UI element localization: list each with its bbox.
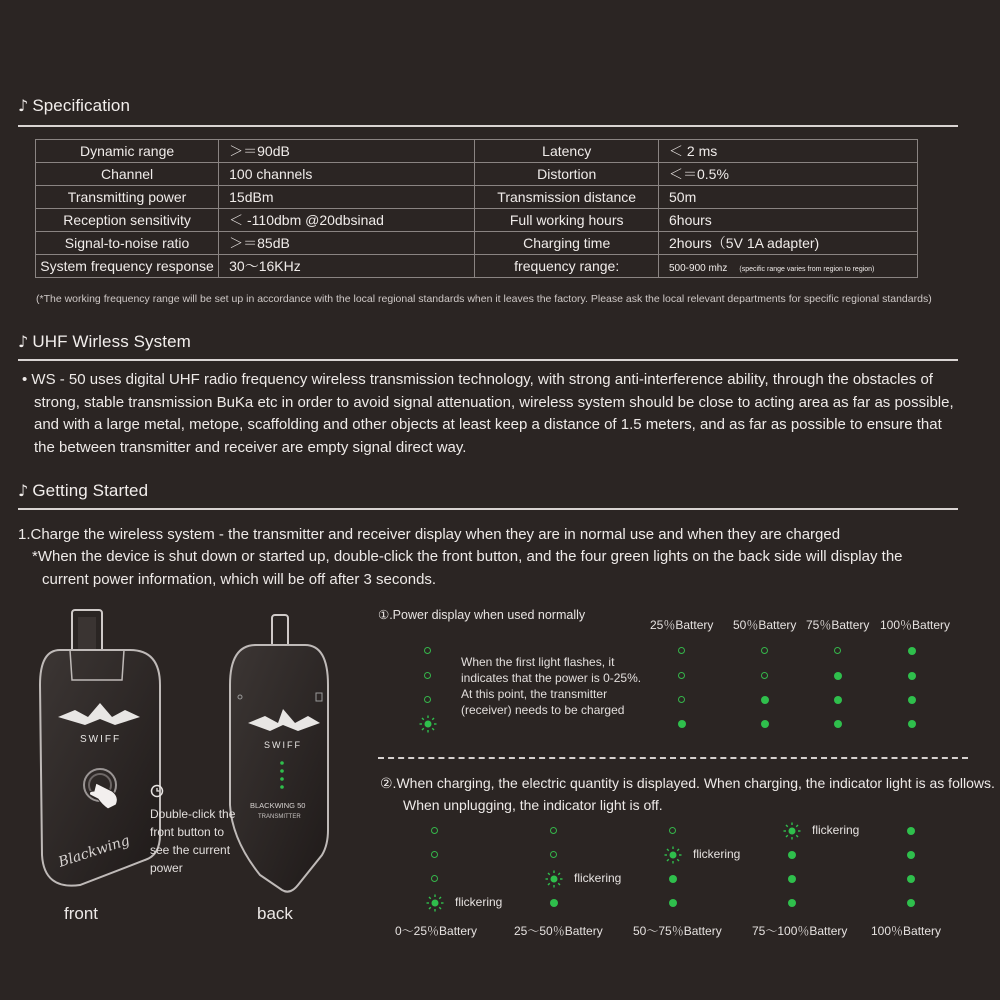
spec-value: 15dBm xyxy=(219,186,475,209)
spec-value: 100 channels xyxy=(219,163,475,186)
normal-display-title: ①.Power display when used normally xyxy=(378,608,586,622)
led-on-icon xyxy=(678,720,686,728)
spec-value: ＜ -110dbm @20dbsinad xyxy=(219,209,475,232)
led-on-icon xyxy=(669,875,677,883)
led-flicker-icon xyxy=(418,714,438,734)
spec-row xyxy=(36,209,918,232)
spec-label: Dynamic range xyxy=(36,140,219,163)
led-on-icon xyxy=(907,875,915,883)
spec-row xyxy=(36,255,918,278)
uhf-line: strong, stable transmission BuKa etc in order to avoid signal attenuation, wireless system should be close to acting area as far as possible, xyxy=(34,393,954,411)
led-off-icon xyxy=(431,851,438,858)
section-title-uhf: ♪ UHF Wirless System xyxy=(18,332,191,351)
spec-label: frequency range: xyxy=(475,255,659,278)
led-on-icon xyxy=(788,851,796,859)
led-on-icon xyxy=(761,720,769,728)
led-off-icon xyxy=(431,827,438,834)
spec-value: ＜＝0.5% xyxy=(659,163,918,186)
spec-value: 50m xyxy=(659,186,918,209)
led-flicker-icon xyxy=(544,869,564,889)
flicker-label: flickering xyxy=(455,895,503,909)
led-off-icon xyxy=(550,851,557,858)
led-on-icon xyxy=(834,720,842,728)
led-off-icon xyxy=(678,696,685,703)
dashed-divider xyxy=(378,757,968,759)
led-off-icon xyxy=(424,696,431,703)
charging-battery-label: 75～100％Battery xyxy=(752,924,848,938)
spec-table xyxy=(35,139,918,278)
led-on-icon xyxy=(908,647,916,655)
led-flicker-icon xyxy=(425,893,445,913)
led-on-icon xyxy=(908,672,916,680)
divider xyxy=(18,508,958,510)
model-text: BLACKWING 50 xyxy=(250,801,306,810)
led-on-icon xyxy=(834,696,842,704)
spec-row xyxy=(36,186,918,209)
led-off-icon xyxy=(761,647,768,654)
spec-label: Latency xyxy=(475,140,659,163)
led-on-icon xyxy=(834,672,842,680)
uhf-line: the between transmitter and receiver are empty signal direct way. xyxy=(34,438,467,456)
led-off-icon xyxy=(431,875,438,882)
led-off-icon xyxy=(761,672,768,679)
music-note-icon: ♪ xyxy=(18,96,29,115)
led-on-icon xyxy=(669,899,677,907)
divider xyxy=(18,125,958,127)
spec-value: ＜ 2 ms xyxy=(659,140,918,163)
led-on-icon xyxy=(761,696,769,704)
led-on-icon xyxy=(907,851,915,859)
front-label: front xyxy=(64,904,99,923)
spec-label: Reception sensitivity xyxy=(36,209,219,232)
script-logo-text: Blackwing xyxy=(56,832,132,871)
charging-display-title: ②.When charging, the electric quantity is displayed. When charging, the indicator light is as follows. xyxy=(380,775,995,791)
led-off-icon xyxy=(669,827,676,834)
front-brand-text: SWIFF xyxy=(80,734,122,745)
charging-battery-label: 25～50％Battery xyxy=(514,924,603,938)
spec-label: Transmitting power xyxy=(36,186,219,209)
uhf-line: • WS - 50 uses digital UHF radio frequency wireless transmission technology, with strong anti-interference ability, through the obstacles of xyxy=(22,371,933,388)
spec-label: System frequency response xyxy=(36,255,219,278)
back-brand-text: SWIFF xyxy=(264,740,302,750)
footnote: (*The working frequency range will be set up in accordance with the local regional standards when it leaves the factory. Please ask the local relevant departments for specific regional standards) xyxy=(36,293,932,305)
led-on-icon xyxy=(788,875,796,883)
led-off-icon xyxy=(424,647,431,654)
charging-battery-label: 50～75％Battery xyxy=(633,924,722,938)
led-on-icon xyxy=(907,827,915,835)
step-1-note-cont: current power information, which will be off after 3 seconds. xyxy=(42,571,437,588)
spec-label: Distortion xyxy=(475,163,659,186)
back-device xyxy=(230,615,328,892)
led-off-icon xyxy=(678,647,685,654)
spec-value: 6hours xyxy=(659,209,918,232)
section-title-getting-started: ♪ Getting Started xyxy=(18,481,149,500)
led-off-icon xyxy=(834,647,841,654)
divider xyxy=(18,359,958,361)
music-note-icon: ♪ xyxy=(18,332,29,351)
led-on-icon xyxy=(907,899,915,907)
spec-row xyxy=(36,232,918,255)
normal-note: When the first light flashes, it indicates that the power is 0-25%. At this point, the transmitter (receiver) needs to be charged xyxy=(461,655,642,717)
led-on-icon xyxy=(908,720,916,728)
led-off-icon xyxy=(424,672,431,679)
spec-label: Transmission distance xyxy=(475,186,659,209)
spec-label: Channel xyxy=(36,163,219,186)
spec-label: Charging time xyxy=(475,232,659,255)
spec-value: 30～16KHz xyxy=(219,255,475,278)
clock-icon xyxy=(150,784,164,798)
spec-label: Signal-to-noise ratio xyxy=(36,232,219,255)
charging-battery-label: 100％Battery xyxy=(871,924,942,938)
flicker-label: flickering xyxy=(574,871,622,885)
uhf-line: and with a large metal, metope, scaffolding and other objects at least keep a distance of 1.5 meters, and as far as possible to ensure that xyxy=(34,416,942,433)
spec-value: ＞＝90dB xyxy=(219,140,475,163)
battery-header: 50％Battery xyxy=(733,618,797,632)
flicker-label: flickering xyxy=(693,847,741,861)
double-click-instruction: Double-click the front button to see the current power xyxy=(150,807,236,875)
section-title-specification: ♪ Specification xyxy=(18,96,131,115)
charging-display-subtitle: When unplugging, the indicator light is off. xyxy=(403,797,663,813)
battery-header: 100％Battery xyxy=(880,618,951,632)
led-on-icon xyxy=(550,899,558,907)
freq-note: (specific range varies from region to region) xyxy=(739,266,875,273)
led-on-icon xyxy=(908,696,916,704)
spec-row xyxy=(36,163,918,186)
led-flicker-icon xyxy=(782,821,802,841)
led-on-icon xyxy=(788,899,796,907)
battery-header: 25％Battery xyxy=(650,618,714,632)
led-off-icon xyxy=(550,827,557,834)
spec-row xyxy=(36,140,918,163)
model-sub-text: TRANSMITTER xyxy=(258,814,301,820)
step-1-title: 1.Charge the wireless system - the transmitter and receiver display when they are in normal use and when they are charged xyxy=(18,526,841,543)
battery-header: 75％Battery xyxy=(806,618,870,632)
spec-value: 2hours（5V 1A adapter) xyxy=(659,232,918,255)
uhf-paragraph xyxy=(22,369,954,459)
spec-value: ＞＝85dB xyxy=(219,232,475,255)
led-off-icon xyxy=(678,672,685,679)
step-1-note: *When the device is shut down or started up, double-click the front button, and the four green lights on the back side will display the xyxy=(32,548,903,565)
music-note-icon: ♪ xyxy=(18,481,29,500)
charging-battery-label: 0～25％Battery xyxy=(395,924,478,938)
flicker-label: flickering xyxy=(812,823,860,837)
led-flicker-icon xyxy=(663,845,683,865)
spec-label: Full working hours xyxy=(475,209,659,232)
back-label: back xyxy=(257,904,293,923)
spec-value: 500-900 mhz (specific range varies from region to region) xyxy=(659,255,918,278)
